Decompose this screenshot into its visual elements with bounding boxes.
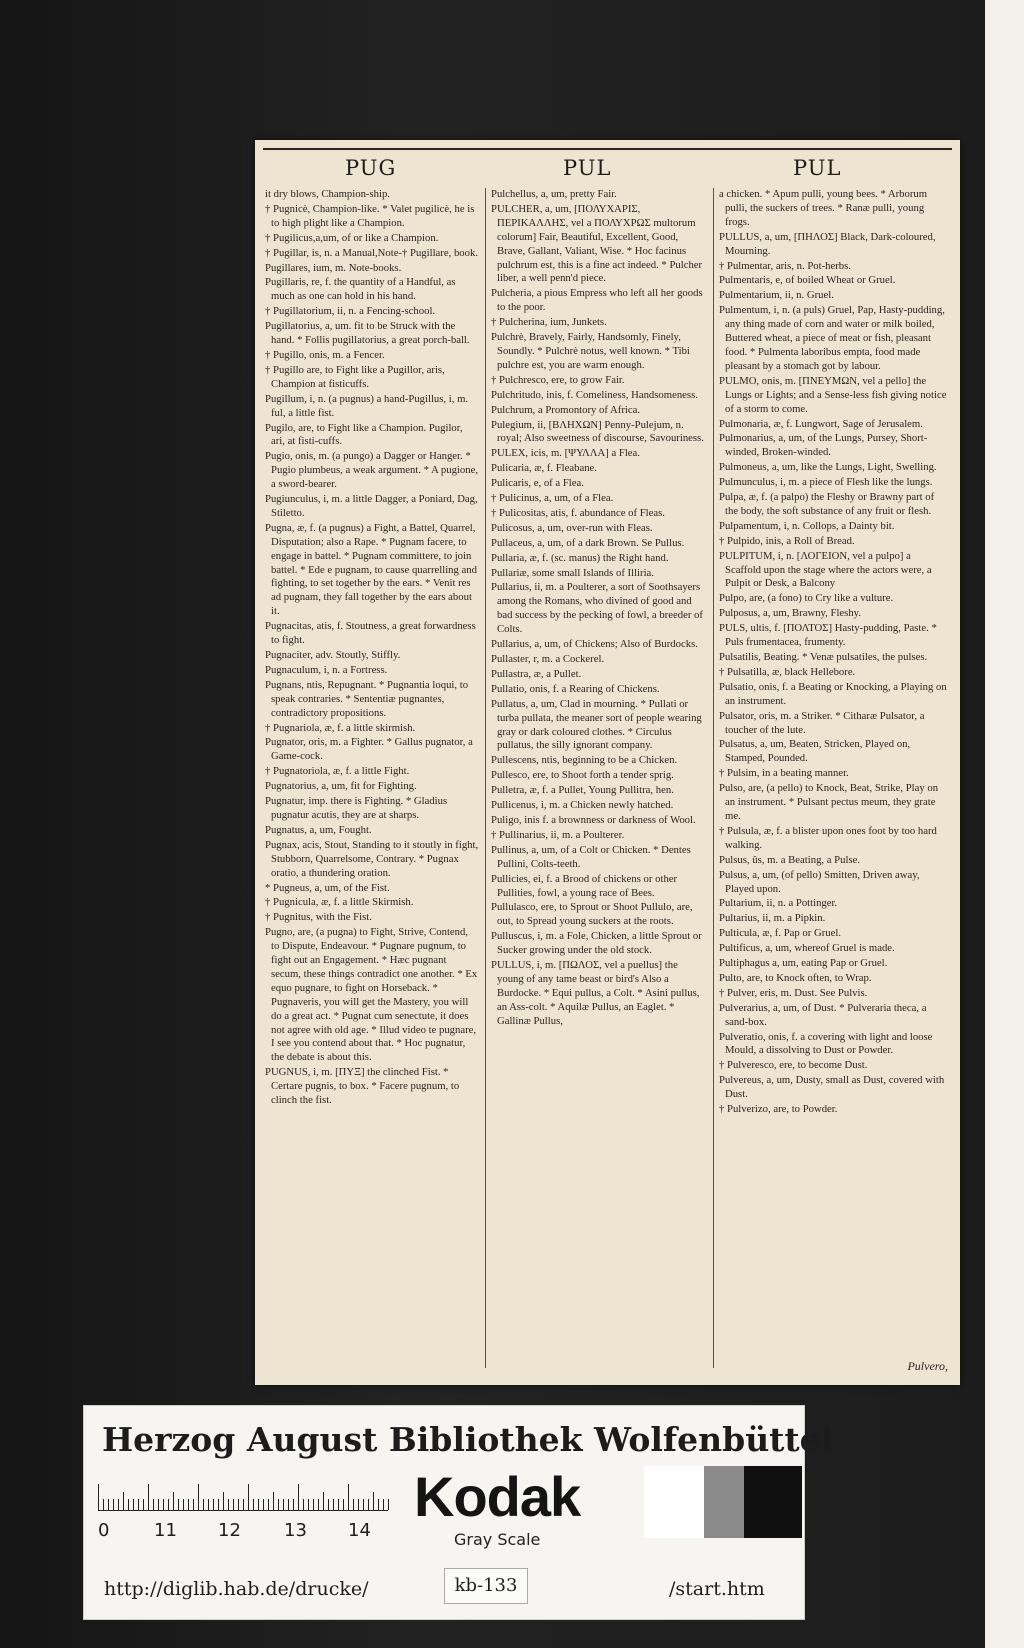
dictionary-entry: Pullicenus, i, m. a Chicken newly hatched.: [491, 799, 674, 812]
dictionary-entry: Pullatio, onis, f. a Rearing of Chickens.: [491, 682, 660, 695]
dictionary-entry: Pulletra, æ, f. a Pullet, Young Pullitra, hen.: [491, 784, 674, 797]
dictionary-entry: Pultiphagus a, um, eating Pap or Gruel.: [719, 957, 888, 970]
dictionary-entry: Pulcheria, a pious Empress who left all her goods to the poor.: [491, 287, 703, 314]
dictionary-entry: † Pulmentar, aris, n. Pot-herbs.: [719, 259, 851, 272]
ruler-tick: [148, 1484, 149, 1510]
dictionary-entry: PULCHER, a, um, [ΠΟΛΥΧΑΡΙΣ, ΠΕΡΙΚΑΛΛΗΣ, vel a ΠΟΛΥΧΡΩΣ multorum colorum] Fair, Beautiful, Excellent, Good, Brave, Gallant, Valiant, Wise. * Hoc facinus pulchrum est, this is a fine act indeed. * Pulcher liber, a well penn'd piece.: [491, 202, 703, 285]
dictionary-entry: Pugnaculum, i, n. a Fortress.: [265, 663, 388, 676]
dictionary-entry: Pulsus, ûs, m. a Beating, a Pulse.: [719, 853, 861, 866]
dictionary-entry: Pulsator, oris, m. a Striker. * Citharæ Pulsator, a toucher of the lute.: [719, 709, 925, 736]
page-content: [263, 148, 952, 1378]
grey-swatch-black: [744, 1466, 802, 1538]
dictionary-entry: Pugillaris, re, f. the quantity of a Handful, as much as one can hold in his hand.: [265, 276, 456, 303]
ruler-number: 14: [348, 1520, 371, 1541]
dictionary-entry: Pulmonaria, æ, f. Lungwort, Sage of Jerusalem.: [719, 417, 923, 430]
ruler-tick: [313, 1499, 314, 1510]
dictionary-entry: Pugiunculus, i, m. a little Dagger, a Poniard, Dag, Stiletto.: [265, 493, 478, 519]
dictionary-entry: Pulposus, a, um, Brawny, Fleshy.: [719, 607, 862, 620]
ruler-number: 13: [284, 1520, 307, 1541]
dictionary-entry: Pugnatur, imp. there is Fighting. * Gladius pugnatur acutis, they are at sharps.: [265, 795, 448, 821]
dictionary-entry: Pulticula, æ, f. Pap or Gruel.: [719, 927, 841, 940]
dictionary-entry: † Pulicinus, a, um, of a Flea.: [491, 492, 614, 505]
dictionary-entry: it dry blows, Champion-ship.: [265, 188, 390, 200]
dictionary-entry: Pullulasco, ere, to Sprout or Shoot Pullulo, are, out, to Spread young suckers at the roots.: [491, 901, 693, 928]
dictionary-entry: Pulchrè, Bravely, Fairly, Handsomly, Finely, Soundly. * Pulchrè notus, well known. * Tibi pulchre est, you are warm enough.: [491, 331, 690, 371]
dictionary-entry: † Pugnitus, with the Fist.: [265, 911, 372, 924]
dictionary-entry: Pulmentarium, ii, n. Gruel.: [719, 289, 834, 302]
dictionary-entry: † Pulcherina, ium, Junkets.: [491, 316, 607, 329]
ruler-tick: [128, 1499, 129, 1510]
dictionary-entry: Pullaster, r, m. a Cockerel.: [491, 653, 605, 665]
catchword: Pulvero,: [907, 1359, 948, 1373]
ruler-tick: [378, 1499, 379, 1510]
ruler-tick: [283, 1499, 284, 1510]
dictionary-entry: † Pulpido, inis, a Roll of Bread.: [719, 534, 855, 547]
ruler-tick: [318, 1499, 319, 1510]
ruler-tick: [133, 1499, 134, 1510]
dictionary-entry: Pulluscus, i, m. a Fole, Chicken, a little Sprout or Sucker growing under the old stock.: [491, 930, 702, 957]
ruler-bar: [98, 1484, 388, 1511]
dictionary-entry: Pultificus, a, um, whereof Gruel is made.: [719, 942, 895, 955]
dictionary-entry: PULEX, icis, m. [ΨΥΛΛΑ] a Flea.: [491, 447, 640, 460]
dictionary-entry: PULMO, onis, m. [ΠΝΕΥΜΩΝ, vel a pello] the Lungs or Lights; and a Sense-less fish giving notice of a storm to come.: [719, 374, 947, 415]
running-head-center: PUL: [563, 156, 612, 180]
dictionary-entry: † Pugillar, is, n. a Manual,Note-† Pugillare, book.: [265, 246, 478, 259]
dictionary-entry: † Pugillo, onis, m. a Fencer.: [265, 348, 385, 361]
ruler-tick: [108, 1499, 109, 1510]
dictionary-entry: Puligo, inis f. a brownness or darkness of Wool.: [491, 813, 696, 826]
ruler-number: 11: [154, 1520, 177, 1541]
grey-scale-label: Gray Scale: [454, 1530, 541, 1549]
dictionary-entry: PULLUS, a, um, [ΠΗΛΟΣ] Black, Dark-coloured, Mourning.: [719, 230, 936, 257]
ruler-tick: [333, 1499, 334, 1510]
library-url: http://diglib.hab.de/drucke/: [104, 1578, 369, 1600]
dictionary-entry: † Pulsim, in a beating manner.: [719, 767, 849, 780]
ruler-tick: [278, 1499, 279, 1510]
ruler-tick: [208, 1499, 209, 1510]
ruler-tick: [383, 1499, 384, 1510]
dictionary-entry: Pultarium, ii, n. a Pottinger.: [719, 897, 838, 910]
ruler-tick: [153, 1499, 154, 1510]
dictionary-entry: Pugna, æ, f. (a pugnus) a Fight, a Battel, Quarrel, Disputation; also a Rape. * Pugnam facere, to engage in battel. * Pugnam committere, to join battel. * Ede e pugnam, to cause quarrelling and fighting, to set together by the ears. * Venit res ad pugnam, they fall together by the ears about it.: [265, 521, 477, 618]
library-target-card: [83, 1405, 834, 1620]
dictionary-entry: Pulpa, æ, f. (a palpo) the Fleshy or Brawny part of the body, the soft substance of any fruit or flesh.: [719, 491, 935, 517]
ruler-tick: [273, 1492, 274, 1510]
ruler-tick: [323, 1492, 324, 1510]
dictionary-entry: Pulchrum, a Promontory of Africa.: [491, 403, 641, 416]
dictionary-entry: † Pulver, eris, m. Dust. See Pulvis.: [719, 986, 868, 999]
dictionary-entry: Pulpo, are, (a fono) to Cry like a vulture.: [719, 592, 894, 605]
dictionary-entry: † Pugillatorium, ii, n. a Fencing-school.: [265, 305, 436, 318]
ruler-tick: [123, 1492, 124, 1510]
ruler-tick: [348, 1484, 349, 1510]
dictionary-entry: Pulicosus, a, um, over-run with Fleas.: [491, 521, 653, 534]
grey-swatch-white: [644, 1466, 704, 1538]
dictionary-entry: Pulsatio, onis, f. a Beating or Knocking, a Playing on an instrument.: [719, 680, 947, 707]
column-left: [265, 188, 479, 1373]
dictionary-entry: Pulpamentum, i, n. Collops, a Dainty bit.: [719, 519, 895, 532]
dictionary-entry: * Pugneus, a, um, of the Fist.: [265, 881, 390, 894]
dictionary-entry: Pugillum, i, n. (a pugnus) a hand-Pugillus, i, m. ful, a little fist.: [265, 392, 469, 419]
dictionary-entry: Pulmentaris, e, of boiled Wheat or Gruel.: [719, 274, 896, 287]
column-rule: [713, 188, 714, 1368]
dictionary-entry: Pullatus, a, um, Clad in mourning. * Pullati or turba pullata, the meaner sort of people wearing gray or dark coloured clothes. * Circulus pullatus, the silly ignorant company.: [491, 697, 702, 752]
dictionary-entry: Pullaria, æ, f. (sc. manus) the Right hand.: [491, 551, 669, 564]
dictionary-entry: Pulchritudo, inis, f. Comeliness, Handsomeness.: [491, 388, 698, 401]
dictionary-entry: Pulchellus, a, um, pretty Fair.: [491, 188, 617, 200]
dictionary-entry: Pulsus, a, um, (of pello) Smitten, Driven away, Played upon.: [719, 868, 920, 895]
dictionary-entry: a chicken. * Apum pulli, young bees. * Arborum pulli, the suckers of trees. * Ranæ pulli, young frogs.: [719, 188, 928, 228]
dictionary-entry: Pulveratio, onis, f. a covering with light and loose Mould, a dissolving to Dust or Powder.: [719, 1030, 933, 1057]
ruler-tick: [328, 1499, 329, 1510]
ruler-tick: [238, 1499, 239, 1510]
dictionary-entry: † Pulchresco, ere, to grow Fair.: [491, 373, 625, 386]
ruler-tick: [343, 1499, 344, 1510]
dictionary-entry: Pugnatorius, a, um, fit for Fighting.: [265, 780, 417, 793]
ruler-tick: [303, 1499, 304, 1510]
dictionary-entry: Pulverarius, a, um, of Dust. * Pulveraria theca, a sand-box.: [719, 1001, 927, 1028]
dictionary-entry: † Pulsula, æ, f. a blister upon ones foot by too hard walking.: [719, 824, 937, 851]
dictionary-entry: Pullinus, a, um, of a Colt or Chicken. * Dentes Pullini, Colts-teeth.: [491, 843, 691, 870]
dictionary-entry: Pugnatus, a, um, Fought.: [265, 823, 372, 836]
dictionary-entry: Pulicaria, æ, f. Fleabane.: [491, 462, 597, 475]
ruler-tick: [388, 1499, 389, 1510]
dictionary-entry: Pullarius, a, um, of Chickens; Also of Burdocks.: [491, 638, 698, 651]
ruler-tick: [193, 1499, 194, 1510]
dictionary-entry: Pugillatorius, a, um. fit to be Struck with the hand. * Follis pugillatorius, a great porch-ball.: [265, 320, 470, 347]
dictionary-entry: Pugnax, acis, Stout, Standing to it stoutly in fight, Stubborn, Quarrelsome, Contrary. * Pugnax oratio, a thundering oration.: [265, 838, 479, 879]
running-head-left: PUG: [345, 156, 397, 180]
dictionary-entry: Pullastra, æ, a Pullet.: [491, 667, 582, 680]
dictionary-entry: † Pugillo are, to Fight like a Pugillor, aris, Champion at fisticuffs.: [265, 363, 445, 390]
dictionary-entry: Pulsatilis, Beating. * Venæ pulsatiles, the pulses.: [719, 651, 928, 663]
dictionary-entry: Pulso, are, (a pello) to Knock, Beat, Strike, Play on an instrument. * Pulsant pectus meum, they grate me.: [719, 782, 939, 822]
ruler-tick: [218, 1499, 219, 1510]
dictionary-entry: † Pugnicè, Champion-like. * Valet pugilicè, he is to high plight like a Champion.: [265, 202, 475, 229]
ruler-tick: [358, 1499, 359, 1510]
dictionary-entry: Pulegium, ii, [ΒΛΗΧΩΝ] Penny-Pulejum, n. royal; Also sweetness of discourse, Savouriness.: [491, 418, 704, 445]
dictionary-entry: Pulmoneus, a, um, like the Lungs, Light, Swelling.: [719, 461, 937, 474]
column-rule: [485, 188, 486, 1368]
dictionary-entry: † Pugnatoriola, æ, f. a little Fight.: [265, 765, 410, 778]
column-right: [719, 188, 947, 1373]
dictionary-entry: Pullarius, ii, m. a Poulterer, a sort of Soothsayers among the Romans, who divined of good and bad success by the pecking of fowl, a breeder of Colts.: [491, 581, 703, 636]
dictionary-entry: Pugnator, oris, m. a Fighter. * Gallus pugnator, a Game-cock.: [265, 736, 473, 763]
running-head-right: PUL: [793, 156, 842, 180]
ruler-tick: [268, 1499, 269, 1510]
ruler-tick: [203, 1499, 204, 1510]
dictionary-entry: † Pulveresco, ere, to become Dust.: [719, 1059, 868, 1072]
column-middle: [491, 188, 707, 1373]
dictionary-entry: Pulmonarius, a, um, of the Lungs, Pursey, Short-winded, Broken-winded.: [719, 432, 928, 459]
dictionary-entry: † Pugnariola, æ, f. a little skirmish.: [265, 721, 416, 734]
ruler-tick: [103, 1499, 104, 1510]
ruler-tick: [338, 1499, 339, 1510]
dictionary-entry: PUGNUS, i, m. [ΠΥΞ] the clinched Fist. * Certare pugnis, to box. * Facere pugnum, to clinch the fist.: [265, 1066, 460, 1107]
dictionary-page: [255, 140, 960, 1385]
dictionary-entry: Pugnaciter, adv. Stoutly, Stiffly.: [265, 649, 401, 661]
ruler-tick: [363, 1499, 364, 1510]
shelfmark-code: kb-133: [444, 1568, 528, 1604]
scan-edge-strip: [985, 0, 1024, 1648]
ruler-tick: [118, 1499, 119, 1510]
ruler-tick: [143, 1499, 144, 1510]
dictionary-entry: Pultarius, ii, m. a Pipkin.: [719, 912, 826, 925]
running-head-row: [263, 150, 952, 186]
dictionary-entry: Pugno, are, (a pugna) to Fight, Strive, Contend, to Dispute, Endeavour. * Pugnare pugnum, to fight out an Engagement. * Hæc pugnant secum, these things contradict one another. * Ex equo pugnare, to fight on Horseback. * Pugnaveris, you will get the Mastery, you will do a great act. * Pugnat cum senectute, it does not agree with old age. * Illud video te pugnare, I see you contend about that. * Hoc pugnatur, the debate is about this.: [265, 926, 478, 1064]
dictionary-entry: Pulto, are, to Knock often, to Wrap.: [719, 971, 872, 984]
dictionary-entry: Pullariæ, some small Islands of Illiria.: [491, 566, 654, 579]
dictionary-entry: † Pulsatilla, æ, black Hellebore.: [719, 665, 856, 678]
dictionary-entry: Pullescens, ntis, beginning to be a Chicken.: [491, 754, 678, 767]
ruler-tick: [183, 1499, 184, 1510]
ruler-tick: [198, 1484, 199, 1510]
dictionary-entry: † Pulicositas, atis, f. abundance of Fleas.: [491, 506, 665, 519]
ruler-tick: [98, 1484, 99, 1510]
ruler-tick: [173, 1492, 174, 1510]
dictionary-entry: Pulvereus, a, um, Dusty, small as Dust, covered with Dust.: [719, 1074, 945, 1101]
dictionary-entry: Pullesco, ere, to Shoot forth a tender sprig.: [491, 769, 674, 782]
dictionary-entry: Pugillares, ium, m. Note-books.: [265, 261, 402, 274]
ruler-tick: [138, 1499, 139, 1510]
dictionary-entry: PULS, ultis, f. [ΠΟΛΤΟΣ] Hasty-pudding, Paste. * Puls frumentacea, frumenty.: [719, 622, 937, 649]
kodak-logo: Kodak: [414, 1465, 581, 1528]
ruler-tick: [308, 1499, 309, 1510]
dictionary-entry: Pugilo, are, to Fight like a Champion. Pugilor, ari, at fisti-cuffs.: [265, 421, 463, 448]
ruler-tick: [248, 1484, 249, 1510]
dictionary-entry: Pugnacitas, atis, f. Stoutness, a great forwardness to fight.: [265, 620, 476, 647]
library-title: Herzog August Bibliothek Wolfenbüttel: [102, 1420, 834, 1459]
ruler-tick: [243, 1499, 244, 1510]
dictionary-entry: † Pullinarius, ii, m. a Poulterer.: [491, 828, 625, 841]
dictionary-entry: † Pulverizo, are, to Powder.: [719, 1103, 838, 1116]
ruler-tick: [158, 1499, 159, 1510]
start-path: /start.htm: [669, 1578, 765, 1600]
dictionary-entry: PULPITUM, i, n. [ΛΟΓΕΙΟΝ, vel a pulpo] a Scaffold upon the stage where the actors were, a Pulpit or Desk, a Balcony: [719, 549, 932, 590]
ruler-tick: [298, 1484, 299, 1510]
grey-swatch-mid: [704, 1466, 744, 1538]
ruler-tick: [163, 1499, 164, 1510]
ruler-tick: [233, 1499, 234, 1510]
ruler-tick: [213, 1499, 214, 1510]
ruler-tick: [223, 1492, 224, 1510]
ruler-tick: [293, 1499, 294, 1510]
dictionary-entry: Pulmentum, i, n. (a puls) Gruel, Pap, Hasty-pudding, any thing made of corn and water or milk boiled, Buttered wheat, a piece of meat or fish, pleasant food. * Pulmenta laboribus empta, food made pleasant by a stomach got by labour.: [719, 304, 945, 372]
dictionary-entry: PULLUS, i, m. [ΠΩΛΟΣ, vel a puellus] the young of any tame beast or bird's Also a Burdocke. * Equi pullus, a Colt. * Asini pullus, an Ass-colt. * Aquilæ Pullus, an Eaglet. * Gallinæ Pullus,: [491, 959, 700, 1027]
ruler-tick: [373, 1492, 374, 1510]
ruler-tick: [253, 1499, 254, 1510]
ruler-number: 0: [98, 1520, 110, 1541]
ruler-tick: [168, 1499, 169, 1510]
ruler-tick: [228, 1499, 229, 1510]
ruler-tick: [288, 1499, 289, 1510]
ruler-tick: [353, 1499, 354, 1510]
dictionary-entry: Pullicies, ei, f. a Brood of chickens or other Pullities, fowl, a young race of Bees.: [491, 872, 678, 899]
dictionary-entry: Pullaceus, a, um, of a dark Brown. Se Pullus.: [491, 536, 685, 549]
dictionary-entry: Pulicaris, e, of a Flea.: [491, 477, 584, 490]
ruler-tick: [188, 1499, 189, 1510]
dictionary-entry: † Pugnicula, æ, f. a little Skirmish.: [265, 896, 414, 909]
dictionary-entry: Pugio, onis, m. (a pungo) a Dagger or Hanger. * Pugio plumbeus, a weak argument. * A pugione, a sword-bearer.: [265, 450, 478, 491]
ruler-tick: [368, 1499, 369, 1510]
dictionary-entry: Pulmunculus, i, m. a piece of Flesh like the lungs.: [719, 476, 933, 489]
ruler-tick: [113, 1499, 114, 1510]
dictionary-entry: Pugnans, ntis, Repugnant. * Pugnantia loqui, to speak contraries. * Sententiæ pugnantes, contradictory propositions.: [265, 678, 469, 719]
scale-ruler: [98, 1476, 388, 1544]
ruler-tick: [178, 1499, 179, 1510]
ruler-tick: [258, 1499, 259, 1510]
dictionary-entry: Pulsatus, a, um, Beaten, Stricken, Played on, Stamped, Pounded.: [719, 738, 911, 765]
ruler-number: 12: [218, 1520, 241, 1541]
dictionary-entry: † Pugilicus,a,um, of or like a Champion.: [265, 231, 439, 244]
ruler-tick: [263, 1499, 264, 1510]
